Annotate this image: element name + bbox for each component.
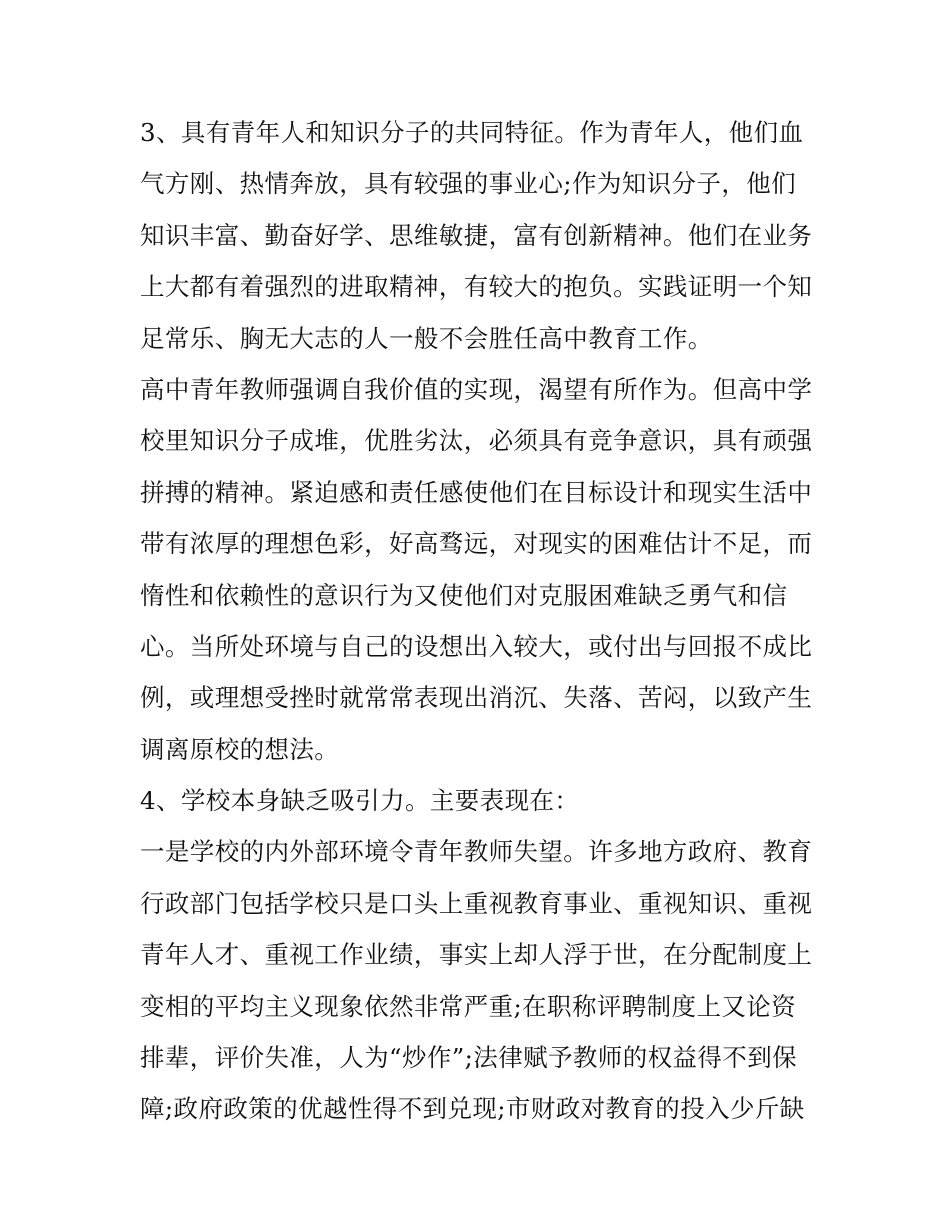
text-line: 带有浓厚的理想色彩，好高骛远，对现实的困难估计不足，而: [140, 529, 813, 559]
text-line: 障;政府政策的优越性得不到兑现;市财政对教育的投入少斤缺: [140, 1094, 805, 1124]
text-line: 高中青年教师强调自我价值的实现，渴望有所作为。但高中学: [140, 374, 813, 404]
text-line: 气方刚、热情奔放，具有较强的事业心;作为知识分子，他们: [140, 169, 797, 199]
text-line: 足常乐、胸无大志的人一般不会胜任高中教育工作。: [140, 323, 713, 353]
text-line: 3、具有青年人和知识分子的共同特征。作为青年人，他们血: [140, 118, 804, 147]
text-line: 拼搏的精神。紧迫感和责任感使他们在目标设计和现实生活中: [140, 477, 813, 507]
text-line: 青年人才、重视工作业绩，事实上却人浮于世，在分配制度上: [140, 940, 813, 970]
text-line: 上大都有着强烈的进取精神，有较大的抱负。实践证明一个知: [140, 272, 813, 302]
text-line: 4、学校本身缺乏吸引力。主要表现在：: [140, 786, 580, 816]
text-line: 调离原校的想法。: [140, 734, 340, 764]
text-line: 惰性和依赖性的意识行为又使他们对克服困难缺乏勇气和信: [140, 580, 788, 610]
text-line: 行政部门包括学校只是口头上重视教育事业、重视知识、重视: [140, 888, 813, 918]
text-line: 校里知识分子成堆，优胜劣汰，必须具有竞争意识，具有顽强: [140, 426, 813, 456]
text-line: 知识丰富、勤奋好学、思维敏捷，富有创新精神。他们在业务: [140, 220, 813, 250]
body-text: [140, 107, 820, 1135]
text-line: 变相的平均主义现象依然非常严重;在职称评聘制度上又论资: [140, 991, 797, 1021]
text-line: 例，或理想受挫时就常常表现出消沉、失落、苦闷，以致产生: [140, 683, 813, 713]
text-line: 一是学校的内外部环境令青年教师失望。许多地方政府、教育: [140, 837, 813, 867]
text-line: 心。当所处环境与自己的设想出入较大，或付出与回报不成比: [140, 631, 813, 661]
text-line: 排辈，评价失准，人为“炒作”;法律赋予教师的权益得不到保: [140, 1043, 798, 1073]
